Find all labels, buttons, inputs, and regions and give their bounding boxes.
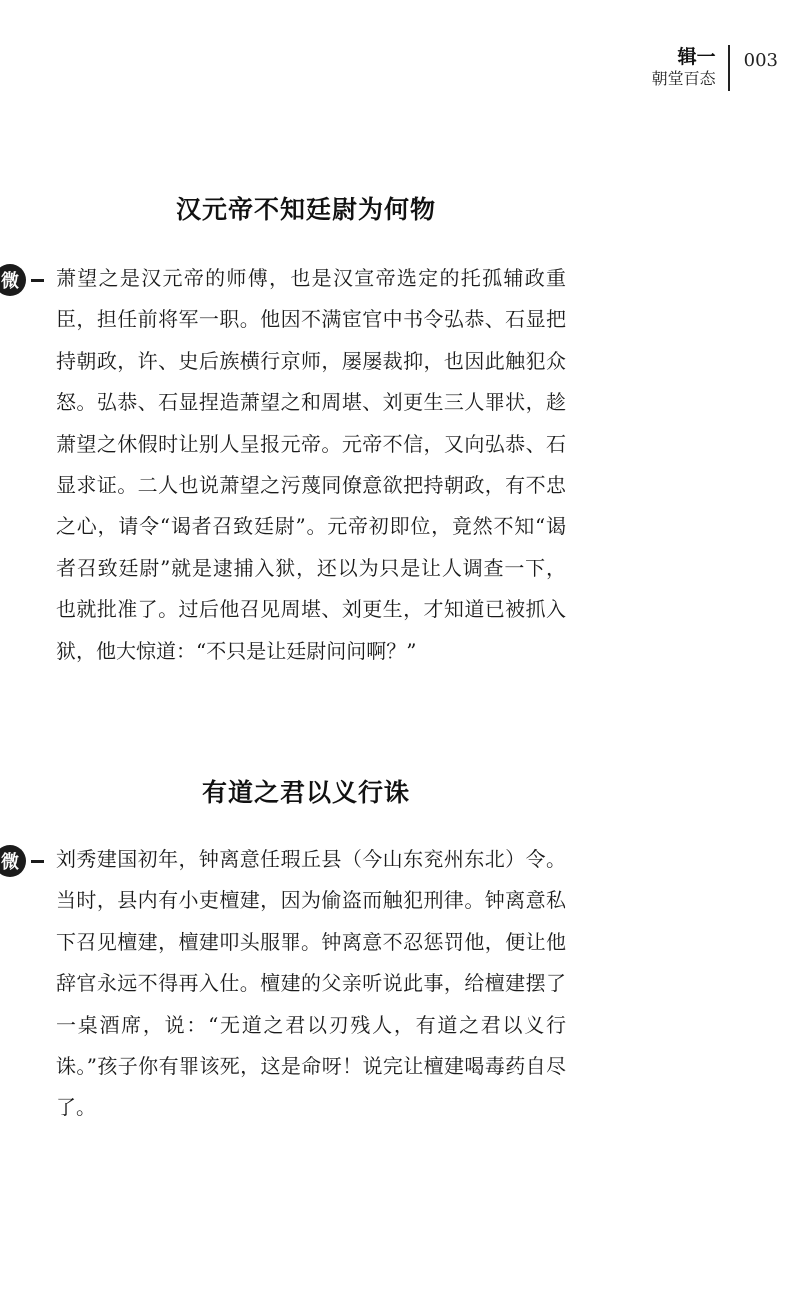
article-title-1: 汉元帝不知廷尉为何物 [175, 195, 436, 224]
header-divider [728, 45, 730, 91]
part-title: 辑一 [677, 46, 716, 68]
article-title-2: 有道之君以义行诛 [201, 778, 410, 807]
article-body-1: 萧望之是汉元帝的师傅，也是汉宣帝选定的托孤辅政重臣，担任前将军一职。他因不满宦官中书令弘恭、石显把持朝政，许、史后族横行京师，屡屡裁抑，也因此触犯众怒。弘恭、石显捏造萧望之和周堪、刘更生三人罪状，趁萧望之休假时让别人呈报元帝。元帝不信，又向弘恭、石显求证。二人也说萧望之污蔑同僚意欲把持朝政，有不忠之心，请令“谒者召致廷尉”。元帝初即位，竟然不知“谒者召致廷尉”就是逮捕入狱，还以为只是让人调查一下，也就批准了。过后他召见周堪、刘更生，才知道已被抓入狱，他大惊道：“不只是让廷尉问问啊？” [56, 266, 566, 663]
marker-dash [31, 279, 44, 282]
article-marker-1 [0, 264, 44, 296]
marker-dash [31, 860, 44, 863]
wei-badge-icon: 微 [0, 264, 26, 296]
running-header [652, 44, 778, 92]
article-marker-2 [0, 845, 44, 877]
page-number: 003 [743, 49, 778, 71]
article-body-2: 刘秀建国初年，钟离意任瑕丘县（今山东兖州东北）令。当时，县内有小吏檀建，因为偷盗而触犯刑律。钟离意私下召见檀建，檀建叩头服罪。钟离意不忍惩罚他，便让他辞官永远不得再入仕。檀建的父亲听说此事，给檀建摆了一桌酒席，说：“无道之君以刃残人，有道之君以义行诛。”孩子你有罪该死，这是命呀！说完让檀建喝毒药自尽了。 [56, 847, 566, 1120]
wei-badge-icon: 微 [0, 845, 26, 877]
section-title-header: 朝堂百态 [651, 69, 716, 88]
running-header-titles [652, 46, 728, 90]
